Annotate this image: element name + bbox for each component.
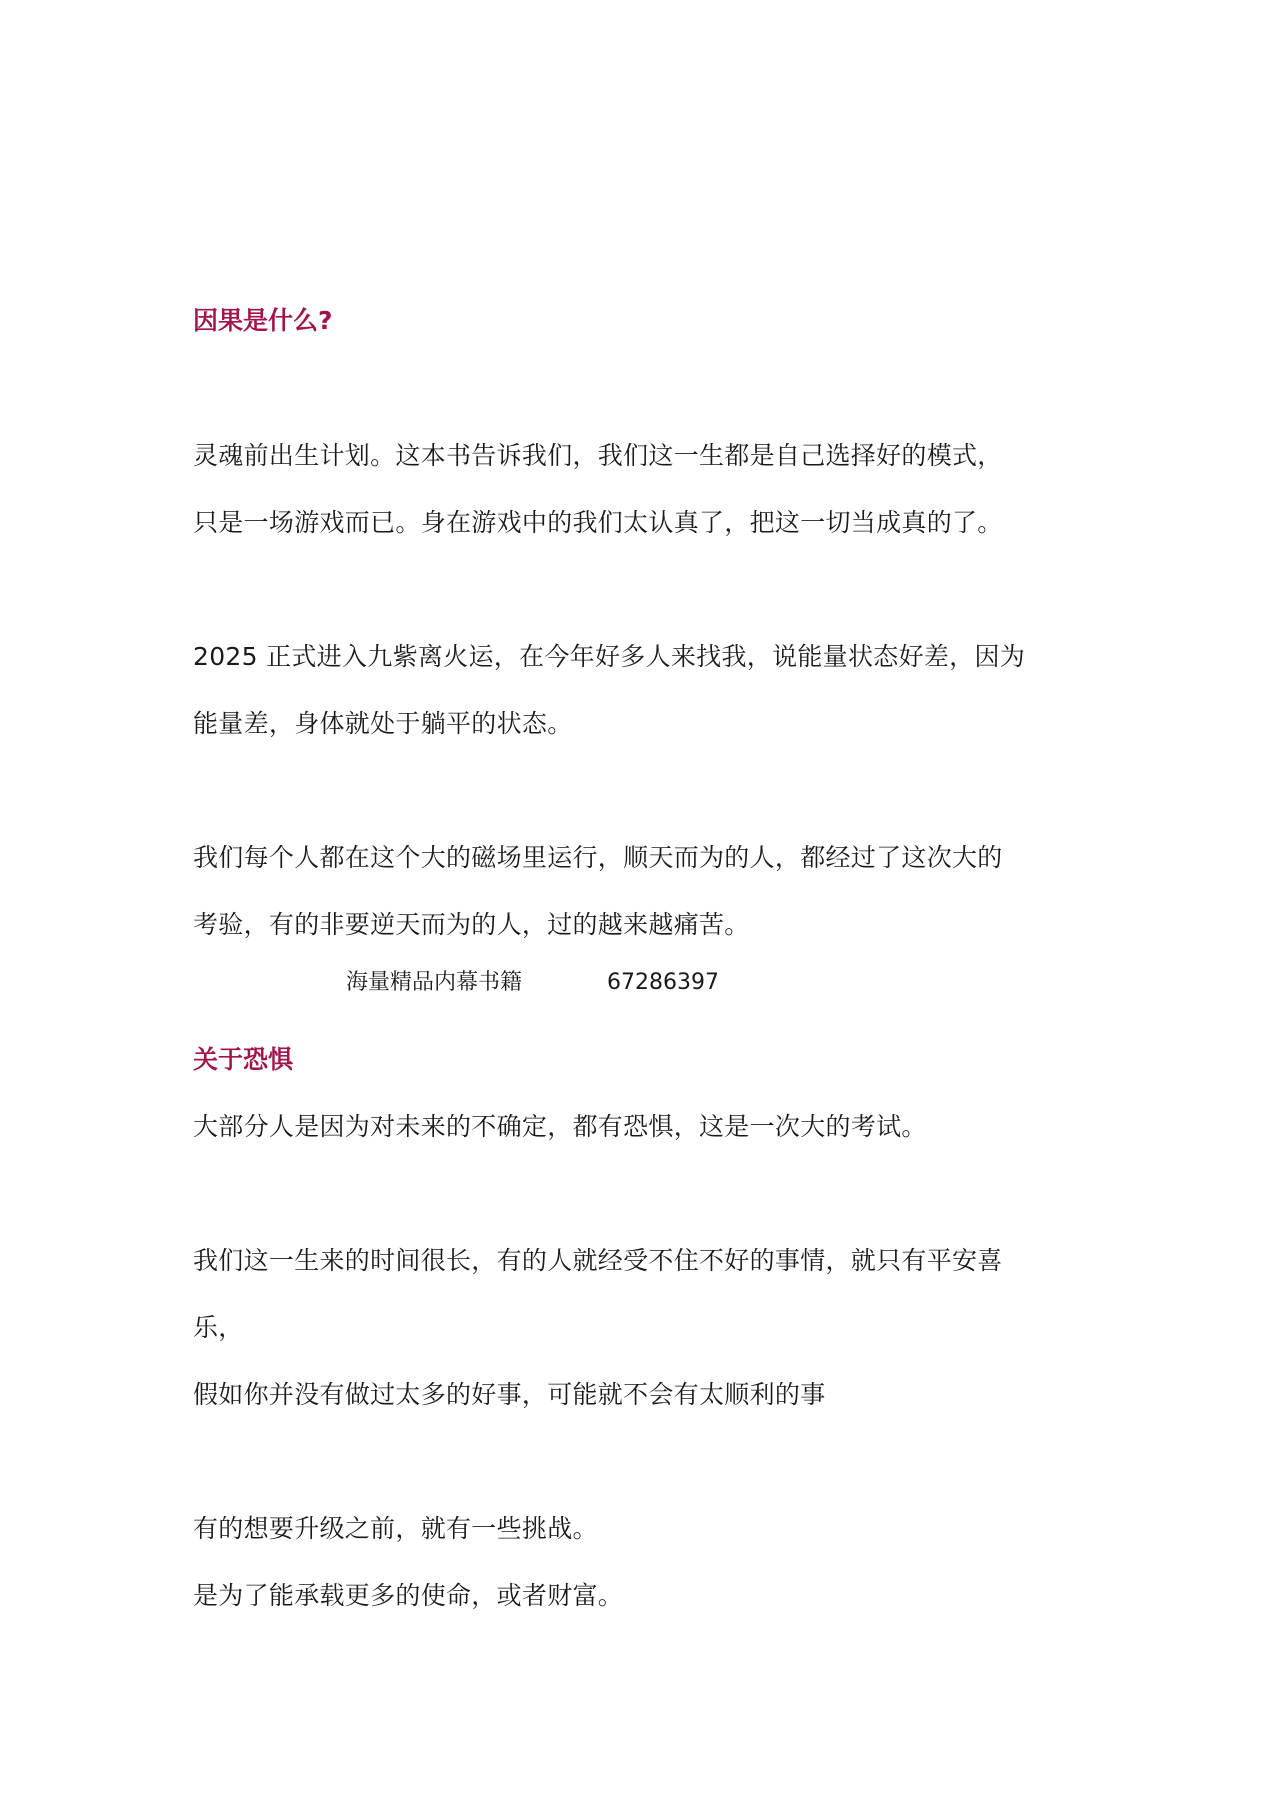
- paragraph-line: 能量差，身体就处于躺平的状态。: [193, 709, 573, 738]
- heading-about-fear: 关于恐惧: [193, 1045, 294, 1074]
- paragraph-line: 只是一场游戏而已。身在游戏中的我们太认真了，把这一切当成真的了。: [193, 508, 1003, 537]
- heading-cause-and-effect: 因果是什么?: [193, 306, 333, 335]
- watermark-number: 67286397: [607, 970, 719, 995]
- paragraph-line: 考验，有的非要逆天而为的人，过的越来越痛苦。: [193, 910, 750, 939]
- paragraph-line: 我们每个人都在这个大的磁场里运行，顺天而为的人，都经过了这次大的: [193, 843, 1003, 872]
- paragraph-line: 灵魂前出生计划。这本书告诉我们，我们这一生都是自己选择好的模式，: [193, 441, 1003, 470]
- paragraph-line: 假如你并没有做过太多的好事，可能就不会有太顺利的事: [193, 1380, 826, 1409]
- paragraph-line: 大部分人是因为对未来的不确定，都有恐惧，这是一次大的考试。: [193, 1112, 927, 1141]
- paragraph-line: 是为了能承载更多的使命，或者财富。: [193, 1581, 624, 1610]
- paragraph-line: 乐，: [193, 1313, 244, 1342]
- paragraph-line: 2025 正式进入九紫离火运，在今年好多人来找我，说能量状态好差，因为: [193, 642, 1026, 671]
- paragraph-line: 有的想要升级之前，就有一些挑战。: [193, 1514, 598, 1543]
- watermark-label: 海量精品内幕书籍: [346, 970, 523, 995]
- paragraph-line: 我们这一生来的时间很长，有的人就经受不住不好的事情，就只有平安喜: [193, 1246, 1003, 1275]
